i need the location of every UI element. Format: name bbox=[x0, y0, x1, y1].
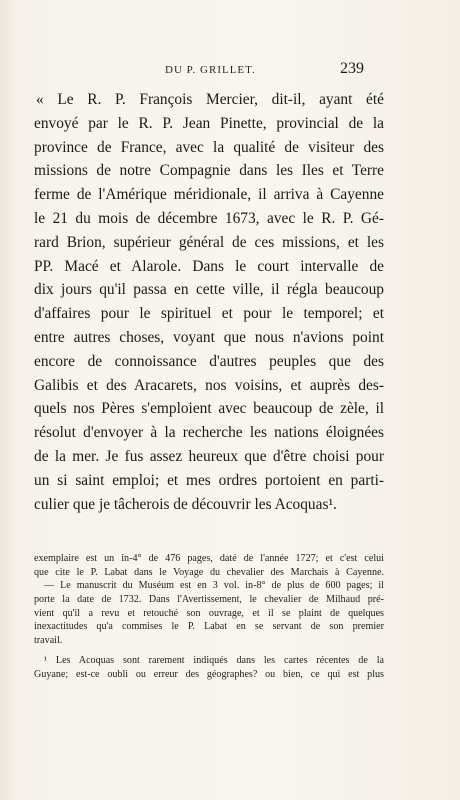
page-header bbox=[0, 60, 460, 80]
body-line: « Le R. P. François Mercier, dit-il, ayant été bbox=[36, 91, 384, 108]
page-number: 239 bbox=[340, 60, 364, 77]
footnote-line: ¹ Les Acoquas sont rarement indiqués dans les cartes récentes de la bbox=[44, 654, 384, 666]
body-line: entre autres choses, voyant que nous n'avions point bbox=[34, 328, 384, 346]
footnotes bbox=[34, 552, 384, 681]
body-line: dix jours qu'il passa en cette ville, il régla beaucoup bbox=[34, 281, 384, 299]
body-line: encore de connoissance d'autres peuples que des bbox=[34, 352, 384, 370]
body-line: missions de notre Compagnie dans les Iles et Terre bbox=[34, 162, 384, 180]
body-line: Galibis et des Aracarets, nos voisins, et auprès des- bbox=[34, 376, 384, 394]
body-text bbox=[34, 88, 384, 516]
footnote-line: vient qu'il a revu et retouché son ouvrage, et il se plaint de quelques bbox=[34, 607, 384, 619]
body-line: ferme de l'Amérique méridionale, il arriva à Cayenne bbox=[34, 186, 384, 204]
body-line: résolut d'envoyer à la recherche les nations éloignées bbox=[34, 424, 384, 442]
footnote-line: travail. bbox=[34, 635, 63, 647]
body-line: d'affaires pour le spirituel et pour le temporel; et bbox=[34, 305, 384, 323]
body-line: le 21 du mois de décembre 1673, avec le R. P. Gé- bbox=[34, 209, 384, 227]
body-line: culier que je tâcherois de découvrir les Acoquas¹. bbox=[34, 495, 337, 513]
body-line: rard Brion, supérieur général de ces missions, et les bbox=[34, 233, 384, 251]
footnote-line: que cite le P. Labat dans le Voyage du chevalier des Marchais à Cayenne. bbox=[34, 566, 384, 578]
footnote-line: porte la date de 1732. Dans l'Avertissement, le chevalier de Milhaud pré- bbox=[34, 594, 384, 606]
footnote-line: Guyane; est-ce oubli ou erreur des géographes? ou bien, ce qui est plus bbox=[34, 668, 384, 680]
running-title: DU P. GRILLET. bbox=[165, 64, 256, 76]
body-line: de la mer. Je fus assez heureux que d'être choisi pour bbox=[34, 447, 384, 465]
body-line: envoyé par le R. P. Jean Pinette, provincial de la bbox=[34, 114, 384, 132]
body-line: quels nos Pères s'emploient avec beaucoup de zèle, il bbox=[34, 400, 384, 418]
body-line: PP. Macé et Alarole. Dans le court intervalle de bbox=[34, 257, 384, 275]
footnote-line: inexactitudes qu'a commises le P. Labat en se servant de son premier bbox=[34, 621, 384, 633]
body-line: province de France, avec la qualité de visiteur des bbox=[34, 138, 384, 156]
footnote-line: exemplaire est un in-4° de 476 pages, daté de l'année 1727; et c'est celui bbox=[34, 553, 384, 564]
body-line: un si saint emploi; et mes ordres portoient en parti- bbox=[34, 471, 384, 489]
footnote-line: — Le manuscrit du Muséum est en 3 vol. in-8° de plus de 600 pages; il bbox=[44, 580, 384, 592]
